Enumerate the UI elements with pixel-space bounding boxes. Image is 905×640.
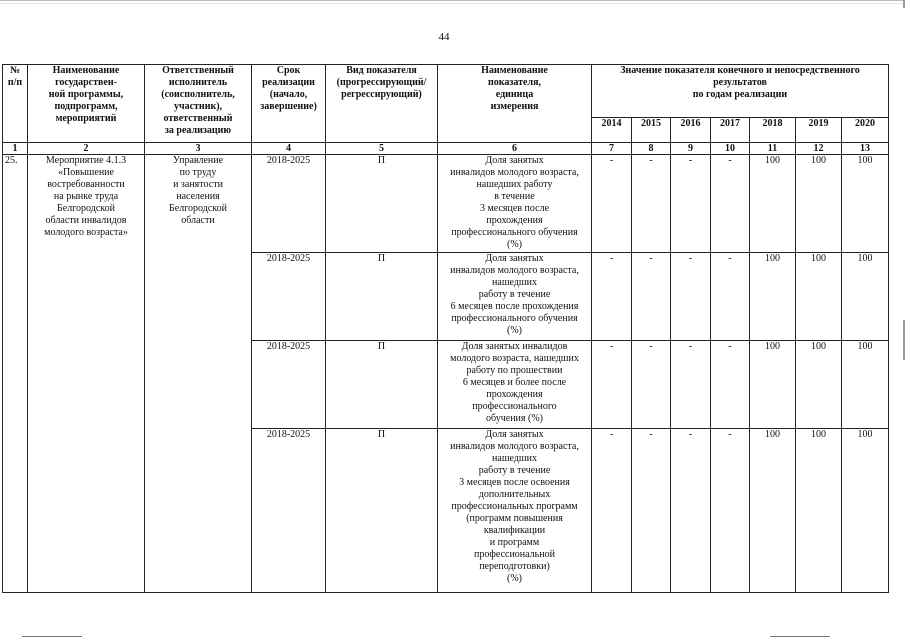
row-year-value: - [632, 429, 671, 593]
row-year-value: 100 [796, 429, 842, 593]
row-indicator-name: Доля занятых инвалидов молодого возраста, нашедших работу в течение 3 месяцев после прохождения профессионального обучения (%) [438, 155, 592, 253]
row-year-value: - [592, 155, 632, 253]
column-number: 4 [252, 143, 326, 155]
column-number: 9 [671, 143, 711, 155]
row-indicator-type: П [326, 155, 438, 253]
page-number: 44 [438, 31, 450, 43]
header-year: 2015 [632, 118, 671, 143]
entry-number: 25. [3, 155, 28, 593]
header-indicator-name: Наименование показателя, единица измерения [438, 65, 592, 143]
row-indicator-type: П [326, 429, 438, 593]
header-period: Срок реализации (начало, завершение) [252, 65, 326, 143]
row-year-value: 100 [842, 429, 889, 593]
header-year: 2014 [592, 118, 632, 143]
scan-edge-top [0, 0, 905, 1]
row-year-value: - [711, 341, 750, 429]
indicator-table [2, 64, 889, 593]
header-responsible: Ответственный исполнитель (соисполнитель, участник), ответственный за реализацию [145, 65, 252, 143]
table-row [3, 155, 889, 253]
column-number: 6 [438, 143, 592, 155]
column-number: 3 [145, 143, 252, 155]
row-year-value: - [711, 429, 750, 593]
row-indicator-name: Доля занятых инвалидов молодого возраста, нашедших работу по прошествии 6 месяцев и более после прохождения профессионального обучения (%) [438, 341, 592, 429]
row-period: 2018-2025 [252, 253, 326, 341]
row-period: 2018-2025 [252, 155, 326, 253]
row-year-value: 100 [796, 155, 842, 253]
row-year-value: 100 [750, 429, 796, 593]
row-year-value: 100 [842, 341, 889, 429]
row-indicator-type: П [326, 253, 438, 341]
row-year-value: - [671, 253, 711, 341]
header-number: № п/п [3, 65, 28, 143]
row-year-value: - [671, 341, 711, 429]
row-year-value: - [671, 155, 711, 253]
row-year-value: - [592, 253, 632, 341]
row-year-value: 100 [750, 155, 796, 253]
entry-responsible: Управление по труду и занятости населения Белгородской области [145, 155, 252, 593]
header-year: 2017 [711, 118, 750, 143]
scan-bottom-mark [770, 636, 830, 637]
row-year-value: 100 [796, 253, 842, 341]
entry-program-name: Мероприятие 4.1.3 «Повышение востребованности на рынке труда Белгородской области инвалидов молодого возраста» [28, 155, 145, 593]
header-year: 2016 [671, 118, 711, 143]
row-period: 2018-2025 [252, 341, 326, 429]
column-number: 13 [842, 143, 889, 155]
row-indicator-type: П [326, 341, 438, 429]
row-year-value: - [711, 155, 750, 253]
header-values-group: Значение показателя конечного и непосредственного результатов по годам реализации [592, 65, 889, 118]
row-year-value: 100 [796, 341, 842, 429]
header-year: 2019 [796, 118, 842, 143]
row-year-value: - [632, 155, 671, 253]
column-number: 1 [3, 143, 28, 155]
scan-bottom-mark [22, 636, 82, 637]
header-year: 2018 [750, 118, 796, 143]
row-year-value: - [711, 253, 750, 341]
row-year-value: - [632, 341, 671, 429]
header-row [3, 65, 889, 118]
column-number: 2 [28, 143, 145, 155]
column-number: 7 [592, 143, 632, 155]
column-number-row [3, 143, 889, 155]
row-year-value: 100 [750, 341, 796, 429]
row-year-value: - [671, 429, 711, 593]
row-year-value: 100 [842, 155, 889, 253]
column-number: 8 [632, 143, 671, 155]
row-indicator-name: Доля занятых инвалидов молодого возраста, нашедших работу в течение 6 месяцев после прохождения профессионального обучения (%) [438, 253, 592, 341]
row-year-value: - [632, 253, 671, 341]
column-number: 10 [711, 143, 750, 155]
row-year-value: 100 [750, 253, 796, 341]
row-indicator-name: Доля занятых инвалидов молодого возраста, нашедших работу в течение 3 месяцев после освоения дополнительных профессиональных программ (программ повышения квалификации и программ профессиональной переподготовки) (%) [438, 429, 592, 593]
column-number: 12 [796, 143, 842, 155]
row-year-value: - [592, 429, 632, 593]
column-number: 5 [326, 143, 438, 155]
row-year-value: - [592, 341, 632, 429]
row-period: 2018-2025 [252, 429, 326, 593]
header-indicator-type: Вид показателя (прогрессирующий/ регрессирующий) [326, 65, 438, 143]
scan-edge-top-shadow [0, 3, 905, 4]
header-program: Наименование государствен- ной программы, подпрограмм, мероприятий [28, 65, 145, 143]
row-year-value: 100 [842, 253, 889, 341]
column-number: 11 [750, 143, 796, 155]
header-year: 2020 [842, 118, 889, 143]
